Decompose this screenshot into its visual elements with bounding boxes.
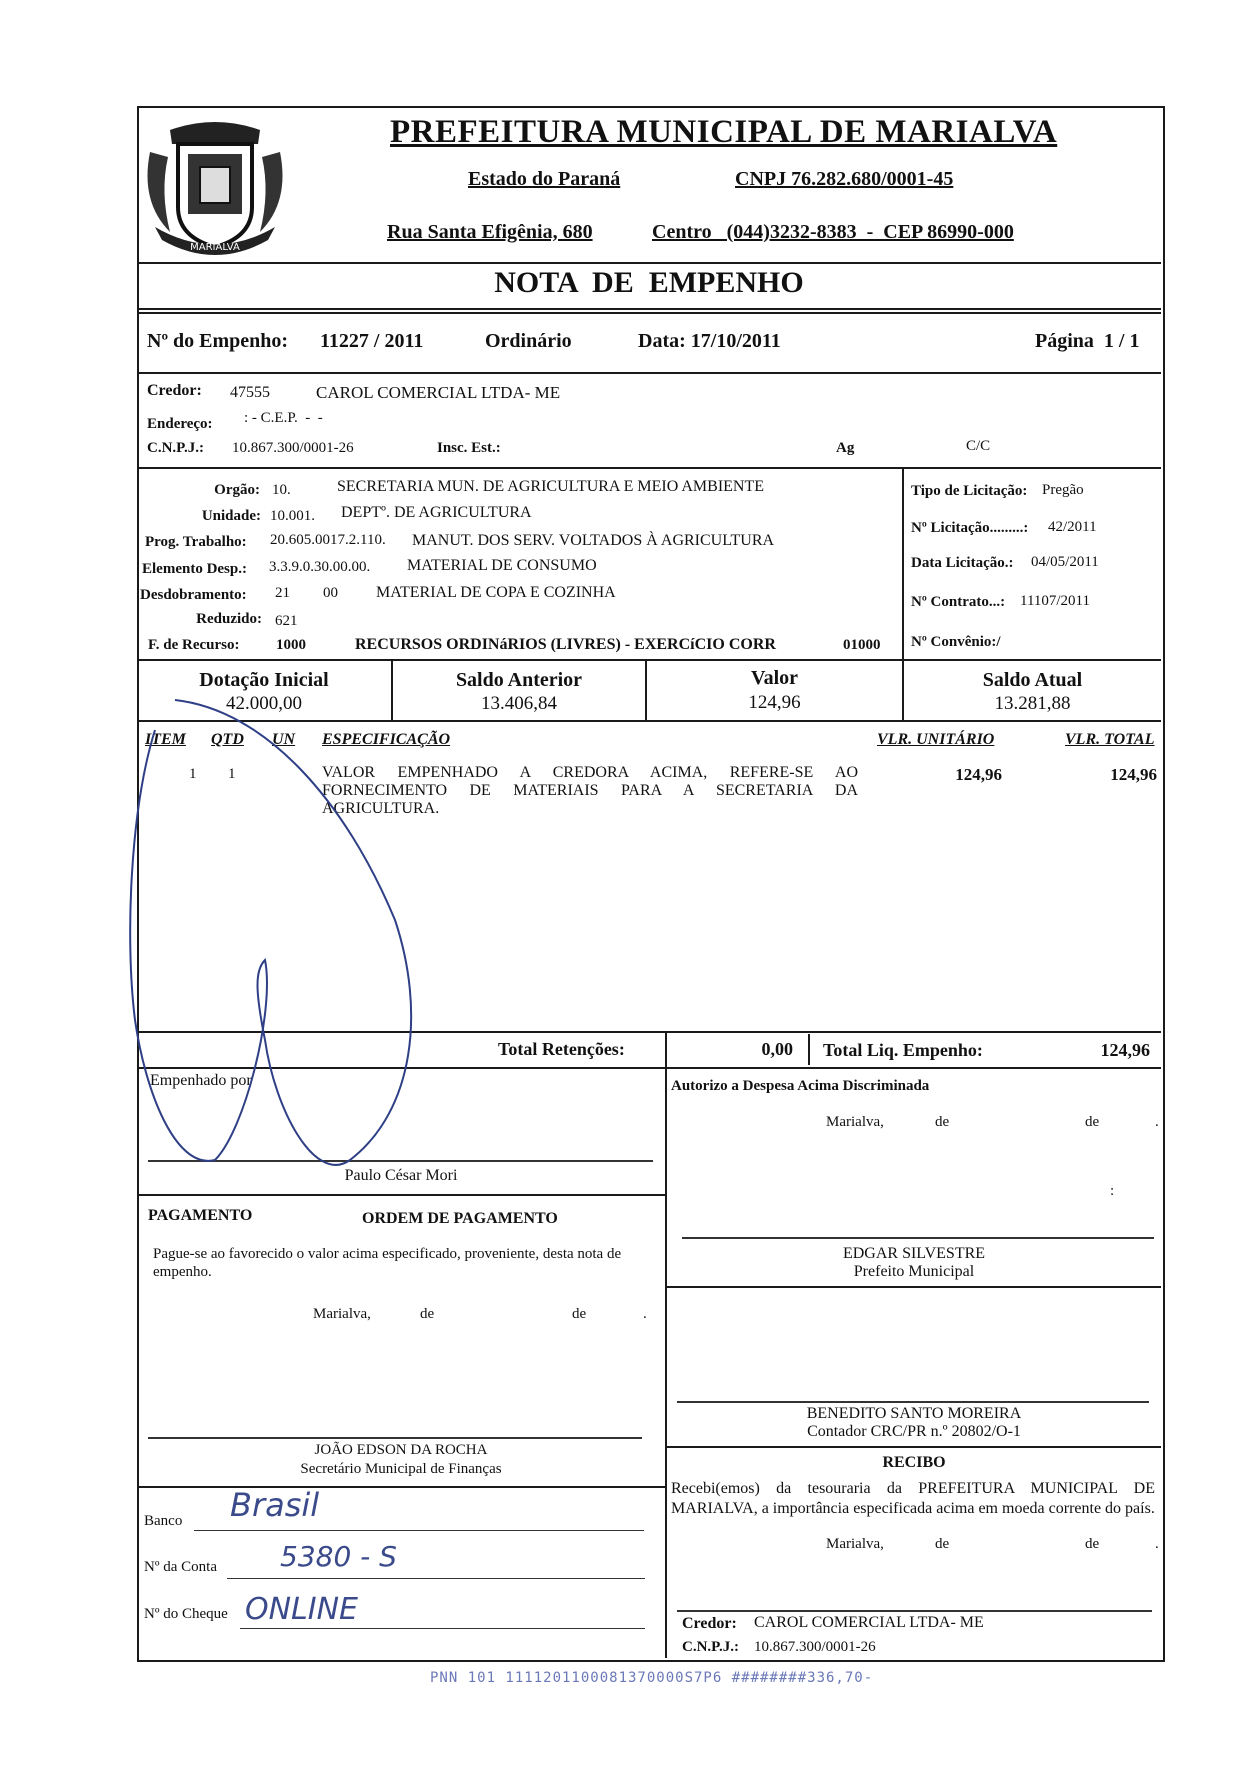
credor-cnpj: 10.867.300/0001-26 (232, 440, 354, 456)
conta-label: Nº da Conta (144, 1559, 217, 1575)
recibo-de2: de (1085, 1536, 1100, 1552)
tipo-licitacao-label: Tipo de Licitação: (911, 483, 1028, 499)
banco-field[interactable]: Brasil (230, 1486, 320, 1524)
prefeito-role: Prefeito Municipal (853, 1263, 975, 1280)
saldo-atual-label: Saldo Atual (982, 669, 1083, 691)
tipo-licitacao-value: Pregão (1042, 482, 1084, 498)
page-indicator: Página 1 / 1 (1035, 330, 1140, 352)
licitacao-date: 04/05/2011 (1031, 554, 1099, 570)
total-liquido-value: 124,96 (1100, 1040, 1150, 1060)
elemento-label: Elemento Desp.: (142, 561, 247, 577)
autorizo-de1: de (935, 1114, 950, 1130)
autorizo-de2: de (1085, 1114, 1100, 1130)
empenhado-por-label: Empenhado por (150, 1072, 252, 1089)
empenho-date: Data: 17/10/2011 (638, 330, 781, 352)
item-unit-value: 124,96 (955, 765, 1002, 784)
recibo-credor-value: CAROL COMERCIAL LTDA- ME (754, 1614, 984, 1631)
credor-label: Credor: (147, 382, 202, 399)
recurso-code: 1000 (276, 637, 306, 653)
dotacao-label: Dotação Inicial (199, 669, 329, 691)
unit-value-column-header: VLR. UNITÁRIO (877, 731, 995, 748)
total-liquido-label: Total Liq. Empenho: (823, 1040, 983, 1060)
orgao-code: 10. (272, 482, 291, 498)
pagamento-place: Marialva, (313, 1306, 371, 1322)
signature-scribble (115, 690, 455, 1180)
cheque-field[interactable]: ONLINE (245, 1592, 359, 1627)
autorizo-place: Marialva, (826, 1114, 884, 1130)
recibo-de1: de (935, 1536, 950, 1552)
valor-value: 124,96 (748, 692, 801, 713)
conta-field[interactable]: 5380 - S (280, 1540, 397, 1573)
state-label: Estado do Paraná (468, 168, 621, 190)
qtd-column-header: QTD (211, 731, 244, 748)
empenho-type: Ordinário (485, 330, 572, 352)
endereco-label: Endereço: (147, 416, 213, 432)
unidade-name: DEPTº. DE AGRICULTURA (341, 504, 532, 521)
secretario-role: Secretário Municipal de Finanças (300, 1461, 502, 1477)
recurso-name: RECURSOS ORDINáRIOS (LIVRES) - EXERCíCIO CORR (355, 636, 776, 653)
recibo-place: Marialva, (826, 1536, 884, 1552)
agency-label: Ag (836, 440, 855, 456)
contador-name: BENEDITO SANTO MOREIRA (806, 1405, 1022, 1422)
pagamento-text: Pague-se ao favorecido o valor acima especificado, proveniente, desta nota de empenho. (153, 1246, 622, 1280)
recibo-label: RECIBO (882, 1454, 946, 1471)
cnpj-label: CNPJ 76.282.680/0001-45 (735, 168, 954, 190)
unidade-label: Unidade: (201, 508, 261, 524)
recibo-cnpj-value: 10.867.300/0001-26 (754, 1639, 876, 1655)
licitacao-number-label: Nº Licitação.........: (911, 520, 1029, 536)
convenio-label: Nº Convênio:/ (911, 634, 1001, 650)
banco-label: Banco (144, 1513, 183, 1529)
empenho-number-label: Nº do Empenho: (147, 330, 289, 352)
reduzido-label: Reduzido: (196, 611, 262, 627)
scan-code: PNN 101 1111201100081370000S7P6 ########336,70- (430, 1670, 874, 1686)
desdobramento-code: 21 (275, 585, 290, 601)
dotacao-value: 42.000,00 (226, 693, 302, 714)
prog-code: 20.605.0017.2.110. (270, 532, 386, 548)
municipality-title: PREFEITURA MUNICIPAL DE MARIALVA (390, 114, 1058, 150)
autorizo-dot: . (1155, 1114, 1159, 1130)
saldo-anterior-label: Saldo Anterior (455, 669, 583, 691)
recurso-label: F. de Recurso: (148, 637, 240, 653)
item-number: 1 (189, 766, 197, 782)
licitacao-number: 42/2011 (1048, 519, 1097, 535)
recurso-code2: 01000 (843, 637, 881, 653)
contrato-value: 11107/2011 (1020, 593, 1090, 609)
desdobramento-label: Desdobramento: (140, 587, 247, 603)
elemento-code: 3.3.9.0.30.00.00. (269, 559, 371, 575)
un-column-header: UN (272, 731, 296, 748)
address-label: Rua Santa Efigênia, 680 (387, 221, 593, 243)
desdobramento-code2: 00 (323, 585, 338, 601)
saldo-atual-value: 13.281,88 (994, 693, 1071, 714)
saldo-anterior-value: 13.406,84 (481, 693, 557, 714)
licitacao-date-label: Data Licitação.: (911, 555, 1014, 571)
recibo-cnpj-label: C.N.P.J.: (682, 1639, 739, 1655)
elemento-name: MATERIAL DE CONSUMO (407, 557, 597, 574)
item-description: VALOR EMPENHADO A CREDORA ACIMA, REFERE-SE AO FORNECIMENTO DE MATERIAIS PARA A SECRETARIA DA AGRICULTURA. (322, 764, 858, 817)
municipal-crest-icon (140, 112, 290, 262)
pagamento-dot: . (643, 1306, 647, 1322)
cnpj-label-credor: C.N.P.J.: (147, 440, 204, 456)
pagamento-de1: de (420, 1306, 435, 1322)
valor-label: Valor (750, 667, 799, 689)
prog-name: MANUT. DOS SERV. VOLTADOS À AGRICULTURA (412, 532, 775, 549)
cheque-label: Nº do Cheque (144, 1606, 228, 1622)
retencoes-value: 0,00 (761, 1039, 793, 1059)
address-rest-label: Centro (044)3232-8383 - CEP 86990-000 (652, 221, 1014, 243)
empenho-number: 11227 / 2011 (320, 330, 424, 352)
orgao-label: Orgão: (214, 482, 260, 498)
especificacao-column-header: ESPECIFICAÇÃO (322, 731, 451, 748)
autorizo-colon: : (1110, 1183, 1115, 1199)
empenhado-por-name: Paulo César Mori (344, 1167, 458, 1184)
account-label: C/C (966, 438, 991, 454)
orgao-name: SECRETARIA MUN. DE AGRICULTURA E MEIO AMBIENTE (337, 478, 765, 495)
retencoes-label: Total Retenções: (498, 1039, 625, 1059)
prog-label: Prog. Trabalho: (145, 534, 247, 550)
reduzido-value: 621 (275, 613, 298, 629)
item-total-value: 124,96 (1110, 765, 1157, 784)
pagamento-label: PAGAMENTO (148, 1207, 253, 1224)
endereco-value: : - C.E.P. - - (244, 410, 323, 426)
credor-name: CAROL COMERCIAL LTDA- ME (316, 383, 561, 402)
recibo-credor-label: Credor: (682, 1615, 737, 1632)
secretario-name: JOÃO EDSON DA ROCHA (314, 1442, 488, 1458)
credor-code: 47555 (230, 384, 270, 401)
contrato-label: Nº Contrato...: (911, 594, 1006, 610)
total-value-column-header: VLR. TOTAL (1065, 731, 1155, 748)
document-title: NOTA DE EMPENHO (494, 266, 804, 299)
unidade-code: 10.001. (270, 508, 315, 524)
item-qtd: 1 (228, 766, 236, 782)
autorizo-label: Autorizo a Despesa Acima Discriminada (671, 1078, 930, 1094)
prefeito-name: EDGAR SILVESTRE (842, 1245, 986, 1262)
contador-role: Contador CRC/PR n.º 20802/O-1 (807, 1423, 1021, 1440)
pagamento-de2: de (572, 1306, 587, 1322)
recibo-text: Recebi(emos) da tesouraria da PREFEITURA MUNICIPAL DE MARIALVA, a importância especificada acima em moeda corrente do país. (671, 1480, 1155, 1517)
recibo-dot: . (1155, 1536, 1159, 1552)
desdobramento-name: MATERIAL DE COPA E COZINHA (376, 584, 616, 601)
insc-est-label: Insc. Est.: (437, 440, 501, 456)
svg-text:MARIALVA: MARIALVA (190, 242, 240, 253)
item-column-header: ITEM (145, 731, 186, 748)
ordem-pagamento-label: ORDEM DE PAGAMENTO (362, 1210, 558, 1227)
